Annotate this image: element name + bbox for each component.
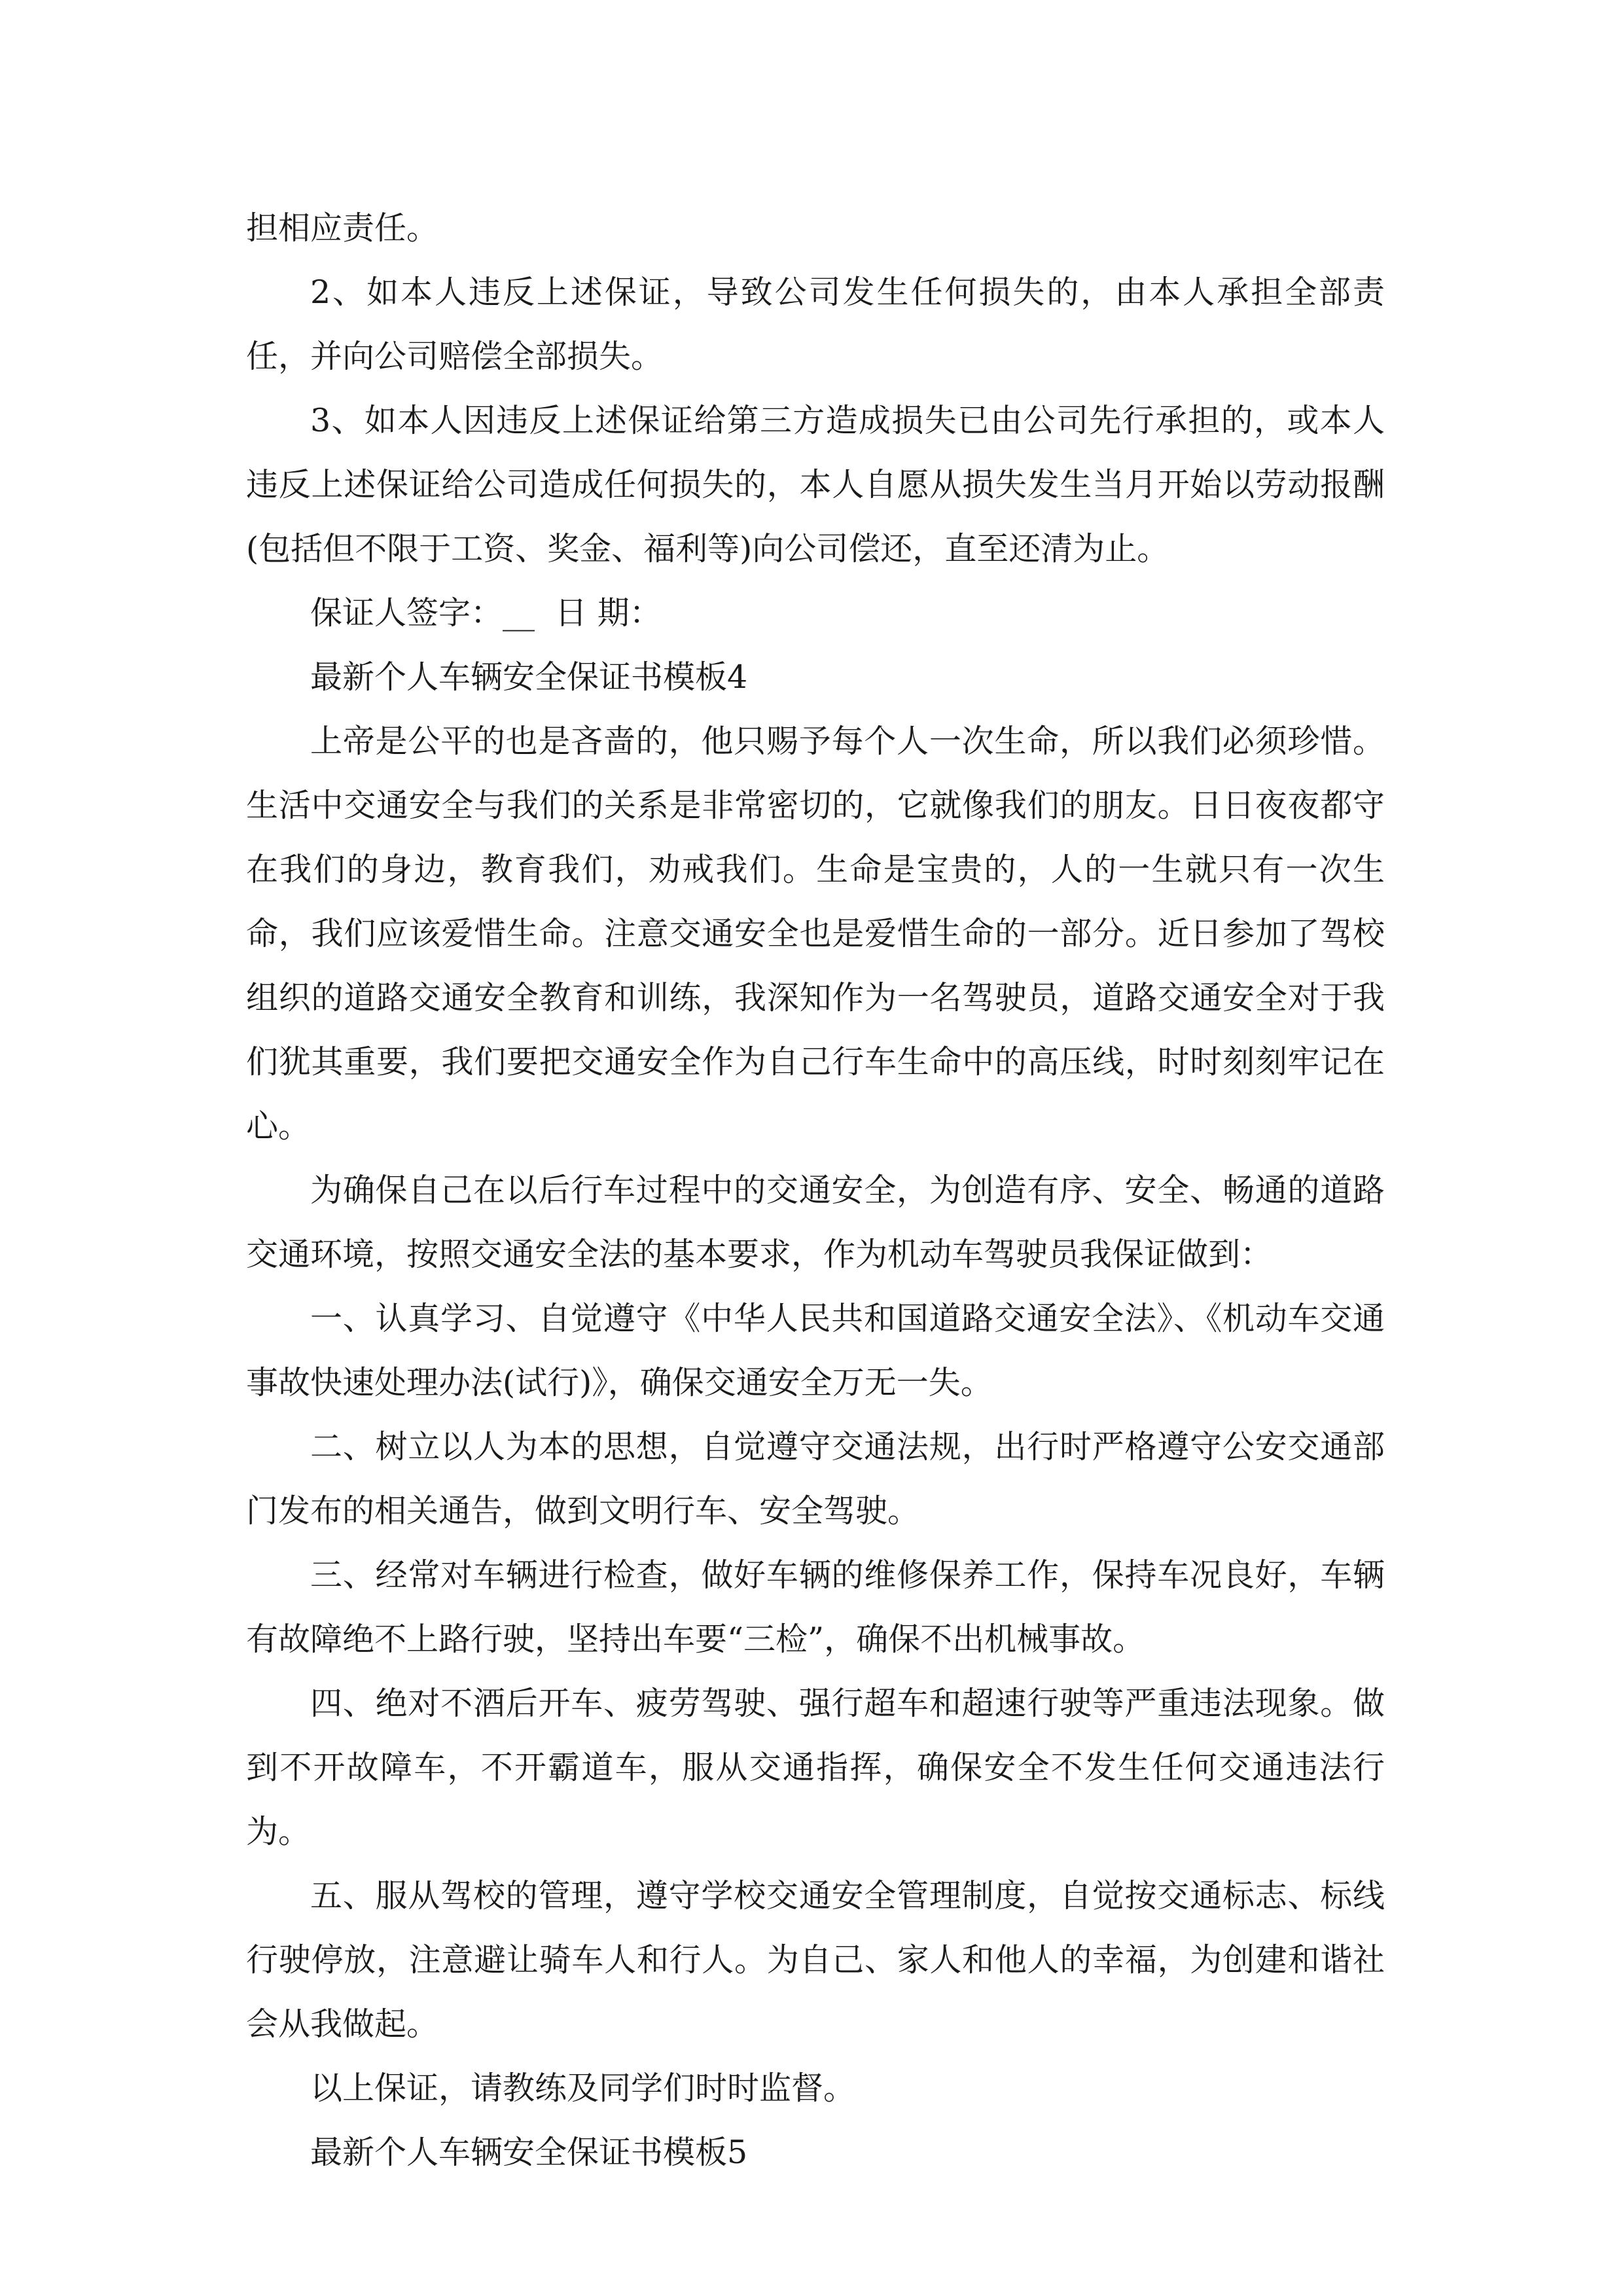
clause-3: 3、如本人因违反上述保证给第三方造成损失已由公司先行承担的，或本人违反上述保证给公司造成任何损失的，本人自愿从损失发生当月开始以劳动报酬(包括但不限于工资、奖金、福利等)向公司偿还，直至还清为止。 [246, 402, 1385, 567]
section-4-paragraph: 上帝是公平的也是吝啬的，他只赐予每个人一次生命，所以我们必须珍惜。生活中交通安全与我们的关系是非常密切的，它就像我们的朋友。日日夜夜都守在我们的身边，教育我们，劝戒我们。生命是宝贵的，人的一生就只有一次生命，我们应该爱惜生命。注意交通安全也是爱惜生命的一部分。近日参加了驾校组织的道路交通安全教育和训练，我深知作为一名驾驶员，道路交通安全对于我们犹其重要，我们要把交通安全作为自己行车生命中的高压线，时时刻刻牢记在心。 [246, 723, 1385, 1145]
pledge-item-4: 四、绝对不酒后开车、疲劳驾驶、强行超车和超速行驶等严重违法现象。做到不开故障车，不开霸道车，服从交通指挥，确保安全不发生任何交通违法行为。 [246, 1685, 1385, 1850]
signature-label: 保证人签字： [310, 594, 503, 632]
date-label: 日 期： [555, 594, 662, 632]
pledge-item-1: 一、认真学习、自觉遵守《中华人民共和国道路交通安全法》、《机动车交通事故快速处理办法(试行)》，确保交通安全万无一失。 [246, 1300, 1385, 1401]
signature-line [246, 581, 1385, 645]
closing-line: 以上保证，请教练及同学们时时监督。 [310, 2070, 856, 2107]
signature-blank: __ [503, 594, 535, 632]
section-4-title: 最新个人车辆安全保证书模板4 [310, 658, 748, 696]
clause-2: 2、如本人违反上述保证，导致公司发生任何损失的，由本人承担全部责任，并向公司赔偿全部损失。 [246, 274, 1385, 375]
pledge-item-2: 二、树立以人为本的思想，自觉遵守交通法规，出行时严格遵守公安交通部门发布的相关通告，做到文明行车、安全驾驶。 [246, 1428, 1385, 1530]
document-body [246, 196, 1385, 2185]
pledge-item-3: 三、经常对车辆进行检查，做好车辆的维修保养工作，保持车况良好，车辆有故障绝不上路行驶，坚持出车要“三检”，确保不出机械事故。 [246, 1556, 1385, 1658]
section-4-paragraph: 为确保自己在以后行车过程中的交通安全，为创造有序、安全、畅通的道路交通环境，按照交通安全法的基本要求，作为机动车驾驶员我保证做到： [246, 1172, 1385, 1273]
section-5-title: 最新个人车辆安全保证书模板5 [310, 2134, 748, 2171]
pledge-item-5: 五、服从驾校的管理，遵守学校交通安全管理制度，自觉按交通标志、标线行驶停放，注意避让骑车人和行人。为自己、家人和他人的幸福，为创建和谐社会从我做起。 [246, 1877, 1385, 2043]
continuation-line: 担相应责任。 [246, 209, 439, 247]
